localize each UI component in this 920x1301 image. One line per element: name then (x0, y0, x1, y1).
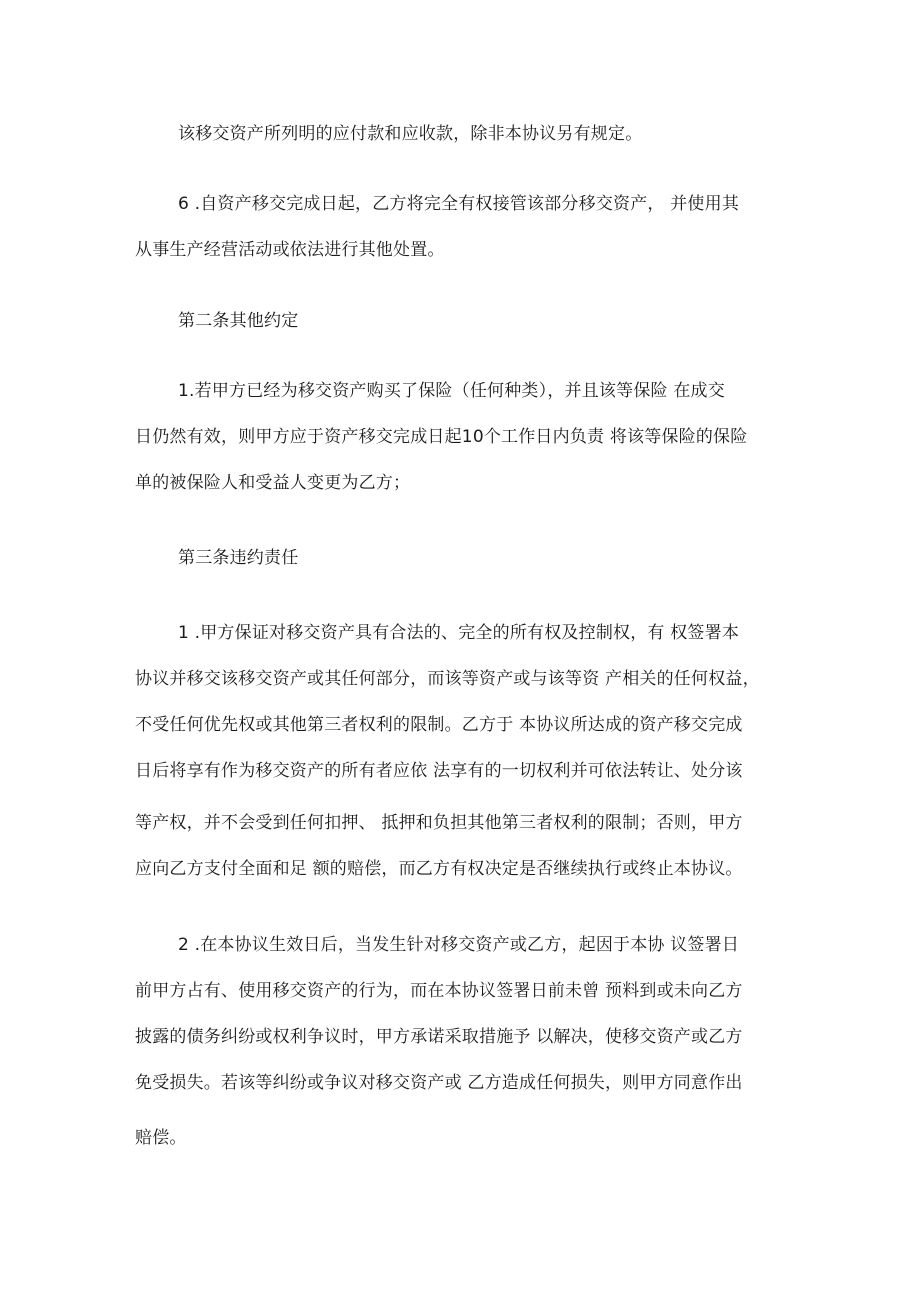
text-line: 赔偿。 (135, 1128, 187, 1148)
text-line: 日仍然有效，则甲方应于资产移交完成日起10个工作日内负责 将该等保险的保险 (135, 427, 748, 447)
text-line: 2 .在本协议生效日后，当发生针对移交资产或乙方，起因于本协 议签署日 (178, 935, 740, 955)
text-line: 单的被保险人和受益人变更为乙方； (135, 473, 411, 493)
text-line: 1 .甲方保证对移交资产具有合法的、完全的所有权及控制权，有 权签署本 (178, 623, 740, 643)
text-line: 该移交资产所列明的应付款和应收款，除非本协议另有规定。 (178, 124, 643, 144)
text-line: 等产权，并不会受到任何扣押、 抵押和负担其他第三者权利的限制；否则，甲方 (135, 813, 743, 833)
text-line: 6 .自资产移交完成日起，乙方将完全有权接管该部分移交资产， 并使用其 (178, 194, 740, 214)
text-line: 不受任何优先权或其他第三者权利的限制。乙方于 本协议所达成的资产移交完成 (135, 715, 743, 735)
section-heading: 第三条违约责任 (178, 548, 299, 568)
text-line: 协议并移交该移交资产或其任何部分，而该等资产或与该等资 产相关的任何权益， (135, 669, 760, 689)
text-line: 从事生产经营活动或依法进行其他处置。 (135, 240, 445, 260)
text-line: 免受损失。若该等纠纷或争议对移交资产或 乙方造成任何损失，则甲方同意作出 (135, 1073, 743, 1093)
text-line: 1.若甲方已经为移交资产购买了保险（任何种类），并且该等保险 在成交 (178, 381, 725, 401)
section-heading: 第二条其他约定 (178, 311, 299, 331)
text-line: 日后将享有作为移交资产的所有者应依 法享有的一切权利并可依法转让、处分该 (135, 761, 743, 781)
text-line: 应向乙方支付全面和足 额的赔偿，而乙方有权决定是否继续执行或终止本协议。 (135, 859, 743, 879)
text-line: 前甲方占有、使用移交资产的行为，而在本协议签署日前未曾 预料到或未向乙方 (135, 981, 743, 1001)
text-line: 披露的债务纠纷或权利争议时，甲方承诺采取措施予 以解决，使移交资产或乙方 (135, 1027, 743, 1047)
